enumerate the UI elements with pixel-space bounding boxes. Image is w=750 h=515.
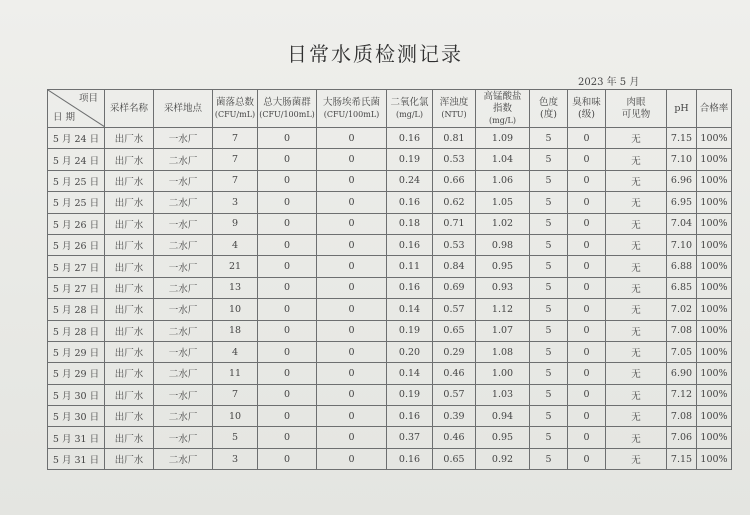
cell-site: 一水厂 <box>154 128 213 149</box>
cell-coliform: 0 <box>258 256 317 277</box>
cell-turbidity: 0.81 <box>433 128 476 149</box>
header-row <box>48 90 732 128</box>
cell-coliform: 0 <box>258 363 317 384</box>
table-row <box>48 448 732 469</box>
cell-site: 二水厂 <box>154 320 213 341</box>
header-ph: pH <box>667 90 697 128</box>
header-chlorine-dioxide: 二氧化氯 (mg/L) <box>387 90 433 128</box>
cell-turbidity: 0.84 <box>433 256 476 277</box>
cell-odor: 0 <box>568 320 606 341</box>
cell-clo2: 0.19 <box>387 320 433 341</box>
cell-ecoli: 0 <box>317 406 387 427</box>
cell-ecoli: 0 <box>317 341 387 362</box>
cell-date: 5 月 25 日 <box>48 170 105 191</box>
cell-color: 5 <box>530 277 568 298</box>
cell-colonies: 18 <box>213 320 258 341</box>
cell-ph: 6.88 <box>667 256 697 277</box>
cell-ph: 7.08 <box>667 406 697 427</box>
cell-site: 一水厂 <box>154 384 213 405</box>
cell-date: 5 月 30 日 <box>48 406 105 427</box>
cell-ph: 6.85 <box>667 277 697 298</box>
cell-kmno4: 0.98 <box>476 234 530 255</box>
cell-turbidity: 0.53 <box>433 149 476 170</box>
header-visible-matter: 肉眼 可见物 <box>606 90 667 128</box>
cell-turbidity: 0.39 <box>433 406 476 427</box>
cell-color: 5 <box>530 192 568 213</box>
cell-visible: 无 <box>606 234 667 255</box>
cell-turbidity: 0.69 <box>433 277 476 298</box>
cell-color: 5 <box>530 341 568 362</box>
cell-clo2: 0.11 <box>387 256 433 277</box>
cell-ecoli: 0 <box>317 277 387 298</box>
cell-pass: 100% <box>697 363 732 384</box>
cell-date: 5 月 27 日 <box>48 256 105 277</box>
cell-kmno4: 1.07 <box>476 320 530 341</box>
cell-pass: 100% <box>697 406 732 427</box>
cell-ecoli: 0 <box>317 320 387 341</box>
cell-coliform: 0 <box>258 192 317 213</box>
cell-kmno4: 1.02 <box>476 213 530 234</box>
cell-kmno4: 0.92 <box>476 448 530 469</box>
cell-site: 二水厂 <box>154 363 213 384</box>
cell-name: 出厂水 <box>105 320 154 341</box>
cell-ph: 7.15 <box>667 128 697 149</box>
cell-pass: 100% <box>697 213 732 234</box>
cell-pass: 100% <box>697 299 732 320</box>
cell-ph: 6.96 <box>667 170 697 191</box>
cell-clo2: 0.20 <box>387 341 433 362</box>
header-item-label: 项目 <box>78 93 98 104</box>
cell-date: 5 月 28 日 <box>48 320 105 341</box>
cell-turbidity: 0.46 <box>433 427 476 448</box>
cell-visible: 无 <box>606 406 667 427</box>
cell-color: 5 <box>530 320 568 341</box>
cell-kmno4: 1.00 <box>476 363 530 384</box>
table-row <box>48 192 732 213</box>
cell-coliform: 0 <box>258 149 317 170</box>
cell-pass: 100% <box>697 170 732 191</box>
cell-date: 5 月 29 日 <box>48 341 105 362</box>
cell-site: 一水厂 <box>154 427 213 448</box>
header-sample-name: 采样名称 <box>105 90 154 128</box>
cell-clo2: 0.16 <box>387 277 433 298</box>
cell-name: 出厂水 <box>105 299 154 320</box>
cell-ph: 7.12 <box>667 384 697 405</box>
cell-visible: 无 <box>606 213 667 234</box>
cell-odor: 0 <box>568 149 606 170</box>
cell-odor: 0 <box>568 234 606 255</box>
cell-color: 5 <box>530 213 568 234</box>
cell-visible: 无 <box>606 128 667 149</box>
cell-visible: 无 <box>606 299 667 320</box>
cell-color: 5 <box>530 427 568 448</box>
cell-site: 二水厂 <box>154 406 213 427</box>
cell-odor: 0 <box>568 277 606 298</box>
cell-site: 一水厂 <box>154 213 213 234</box>
cell-coliform: 0 <box>258 320 317 341</box>
cell-clo2: 0.16 <box>387 128 433 149</box>
cell-name: 出厂水 <box>105 128 154 149</box>
header-pass-rate: 合格率 <box>697 90 732 128</box>
cell-visible: 无 <box>606 149 667 170</box>
cell-turbidity: 0.53 <box>433 234 476 255</box>
cell-ecoli: 0 <box>317 448 387 469</box>
cell-date: 5 月 30 日 <box>48 384 105 405</box>
table-row <box>48 277 732 298</box>
cell-site: 二水厂 <box>154 277 213 298</box>
cell-color: 5 <box>530 363 568 384</box>
cell-ecoli: 0 <box>317 149 387 170</box>
cell-kmno4: 0.93 <box>476 277 530 298</box>
cell-colonies: 21 <box>213 256 258 277</box>
cell-pass: 100% <box>697 128 732 149</box>
table-row <box>48 149 732 170</box>
cell-date: 5 月 28 日 <box>48 299 105 320</box>
cell-name: 出厂水 <box>105 427 154 448</box>
table-row <box>48 299 732 320</box>
table-row <box>48 170 732 191</box>
cell-turbidity: 0.65 <box>433 448 476 469</box>
cell-kmno4: 0.95 <box>476 256 530 277</box>
cell-name: 出厂水 <box>105 384 154 405</box>
cell-clo2: 0.16 <box>387 406 433 427</box>
header-ecoli: 大肠埃希氏菌 (CFU/100mL) <box>317 90 387 128</box>
cell-visible: 无 <box>606 363 667 384</box>
cell-color: 5 <box>530 406 568 427</box>
cell-ph: 7.02 <box>667 299 697 320</box>
cell-colonies: 11 <box>213 363 258 384</box>
cell-kmno4: 1.06 <box>476 170 530 191</box>
cell-site: 一水厂 <box>154 299 213 320</box>
cell-name: 出厂水 <box>105 213 154 234</box>
cell-colonies: 7 <box>213 384 258 405</box>
cell-coliform: 0 <box>258 341 317 362</box>
cell-visible: 无 <box>606 427 667 448</box>
cell-coliform: 0 <box>258 406 317 427</box>
cell-ecoli: 0 <box>317 363 387 384</box>
cell-ecoli: 0 <box>317 213 387 234</box>
cell-pass: 100% <box>697 341 732 362</box>
cell-odor: 0 <box>568 213 606 234</box>
cell-name: 出厂水 <box>105 149 154 170</box>
cell-kmno4: 1.09 <box>476 128 530 149</box>
cell-odor: 0 <box>568 299 606 320</box>
header-odor: 臭和味 (级) <box>568 90 606 128</box>
cell-odor: 0 <box>568 341 606 362</box>
cell-turbidity: 0.57 <box>433 384 476 405</box>
cell-clo2: 0.18 <box>387 213 433 234</box>
cell-visible: 无 <box>606 341 667 362</box>
cell-color: 5 <box>530 384 568 405</box>
cell-visible: 无 <box>606 448 667 469</box>
header-color: 色度 (度) <box>530 90 568 128</box>
cell-date: 5 月 27 日 <box>48 277 105 298</box>
cell-name: 出厂水 <box>105 363 154 384</box>
cell-pass: 100% <box>697 384 732 405</box>
cell-date: 5 月 26 日 <box>48 234 105 255</box>
cell-odor: 0 <box>568 406 606 427</box>
cell-ecoli: 0 <box>317 128 387 149</box>
cell-clo2: 0.19 <box>387 384 433 405</box>
cell-date: 5 月 29 日 <box>48 363 105 384</box>
table-row <box>48 427 732 448</box>
cell-ph: 7.15 <box>667 448 697 469</box>
cell-color: 5 <box>530 149 568 170</box>
page-title: 日常水质检测记录 <box>287 42 463 66</box>
table-row <box>48 256 732 277</box>
header-turbidity: 浑浊度 (NTU) <box>433 90 476 128</box>
cell-color: 5 <box>530 448 568 469</box>
water-quality-table <box>47 89 732 470</box>
cell-colonies: 3 <box>213 448 258 469</box>
cell-colonies: 3 <box>213 192 258 213</box>
cell-visible: 无 <box>606 320 667 341</box>
cell-ecoli: 0 <box>317 234 387 255</box>
cell-odor: 0 <box>568 427 606 448</box>
cell-site: 二水厂 <box>154 192 213 213</box>
cell-site: 二水厂 <box>154 149 213 170</box>
cell-clo2: 0.16 <box>387 192 433 213</box>
table-row <box>48 128 732 149</box>
cell-kmno4: 1.05 <box>476 192 530 213</box>
table-row <box>48 406 732 427</box>
cell-pass: 100% <box>697 277 732 298</box>
cell-coliform: 0 <box>258 384 317 405</box>
cell-ph: 7.05 <box>667 341 697 362</box>
cell-color: 5 <box>530 234 568 255</box>
cell-ecoli: 0 <box>317 170 387 191</box>
cell-coliform: 0 <box>258 448 317 469</box>
header-date-label: 日 期 <box>53 112 76 123</box>
header-permanganate-index: 高锰酸盐 指数 (mg/L) <box>476 90 530 128</box>
cell-name: 出厂水 <box>105 277 154 298</box>
cell-turbidity: 0.66 <box>433 170 476 191</box>
cell-visible: 无 <box>606 192 667 213</box>
cell-name: 出厂水 <box>105 341 154 362</box>
cell-name: 出厂水 <box>105 192 154 213</box>
cell-coliform: 0 <box>258 170 317 191</box>
cell-name: 出厂水 <box>105 170 154 191</box>
cell-ph: 6.95 <box>667 192 697 213</box>
cell-visible: 无 <box>606 277 667 298</box>
cell-pass: 100% <box>697 427 732 448</box>
cell-ecoli: 0 <box>317 192 387 213</box>
cell-date: 5 月 25 日 <box>48 192 105 213</box>
cell-ph: 7.06 <box>667 427 697 448</box>
cell-colonies: 4 <box>213 341 258 362</box>
table-row <box>48 363 732 384</box>
cell-ph: 7.10 <box>667 149 697 170</box>
cell-colonies: 4 <box>213 234 258 255</box>
cell-site: 一水厂 <box>154 341 213 362</box>
cell-visible: 无 <box>606 170 667 191</box>
cell-site: 一水厂 <box>154 256 213 277</box>
cell-odor: 0 <box>568 170 606 191</box>
cell-color: 5 <box>530 128 568 149</box>
cell-kmno4: 1.12 <box>476 299 530 320</box>
header-colony-count: 菌落总数 (CFU/mL) <box>213 90 258 128</box>
cell-turbidity: 0.65 <box>433 320 476 341</box>
cell-coliform: 0 <box>258 128 317 149</box>
cell-kmno4: 0.94 <box>476 406 530 427</box>
cell-pass: 100% <box>697 320 732 341</box>
table-row <box>48 213 732 234</box>
cell-visible: 无 <box>606 384 667 405</box>
cell-ph: 7.10 <box>667 234 697 255</box>
cell-clo2: 0.14 <box>387 299 433 320</box>
cell-site: 二水厂 <box>154 448 213 469</box>
cell-clo2: 0.16 <box>387 234 433 255</box>
cell-name: 出厂水 <box>105 406 154 427</box>
cell-kmno4: 0.95 <box>476 427 530 448</box>
cell-turbidity: 0.29 <box>433 341 476 362</box>
cell-odor: 0 <box>568 256 606 277</box>
cell-odor: 0 <box>568 192 606 213</box>
diagonal-header-cell <box>48 90 105 128</box>
cell-colonies: 7 <box>213 128 258 149</box>
cell-odor: 0 <box>568 384 606 405</box>
cell-ecoli: 0 <box>317 427 387 448</box>
cell-colonies: 9 <box>213 213 258 234</box>
cell-date: 5 月 26 日 <box>48 213 105 234</box>
cell-date: 5 月 24 日 <box>48 149 105 170</box>
cell-color: 5 <box>530 170 568 191</box>
cell-pass: 100% <box>697 149 732 170</box>
cell-colonies: 5 <box>213 427 258 448</box>
cell-date: 5 月 31 日 <box>48 427 105 448</box>
cell-kmno4: 1.08 <box>476 341 530 362</box>
cell-coliform: 0 <box>258 277 317 298</box>
cell-name: 出厂水 <box>105 448 154 469</box>
cell-colonies: 7 <box>213 170 258 191</box>
cell-odor: 0 <box>568 363 606 384</box>
cell-site: 二水厂 <box>154 234 213 255</box>
cell-date: 5 月 24 日 <box>48 128 105 149</box>
cell-coliform: 0 <box>258 427 317 448</box>
cell-clo2: 0.14 <box>387 363 433 384</box>
cell-ph: 7.04 <box>667 213 697 234</box>
cell-pass: 100% <box>697 234 732 255</box>
cell-name: 出厂水 <box>105 256 154 277</box>
cell-turbidity: 0.57 <box>433 299 476 320</box>
cell-color: 5 <box>530 256 568 277</box>
cell-colonies: 10 <box>213 299 258 320</box>
cell-clo2: 0.24 <box>387 170 433 191</box>
record-date: 2023 年 5 月 <box>578 77 640 88</box>
cell-kmno4: 1.04 <box>476 149 530 170</box>
header-sample-site: 采样地点 <box>154 90 213 128</box>
cell-turbidity: 0.71 <box>433 213 476 234</box>
table-row <box>48 234 732 255</box>
table-row <box>48 341 732 362</box>
cell-colonies: 7 <box>213 149 258 170</box>
cell-color: 5 <box>530 299 568 320</box>
cell-turbidity: 0.46 <box>433 363 476 384</box>
cell-clo2: 0.37 <box>387 427 433 448</box>
cell-ecoli: 0 <box>317 299 387 320</box>
cell-coliform: 0 <box>258 213 317 234</box>
cell-pass: 100% <box>697 448 732 469</box>
cell-coliform: 0 <box>258 299 317 320</box>
cell-pass: 100% <box>697 192 732 213</box>
cell-name: 出厂水 <box>105 234 154 255</box>
cell-clo2: 0.16 <box>387 448 433 469</box>
cell-coliform: 0 <box>258 234 317 255</box>
table-row <box>48 384 732 405</box>
cell-turbidity: 0.62 <box>433 192 476 213</box>
cell-site: 一水厂 <box>154 170 213 191</box>
cell-visible: 无 <box>606 256 667 277</box>
header-total-coliform: 总大肠菌群 (CFU/100mL) <box>258 90 317 128</box>
cell-colonies: 13 <box>213 277 258 298</box>
cell-ecoli: 0 <box>317 384 387 405</box>
cell-odor: 0 <box>568 448 606 469</box>
cell-odor: 0 <box>568 128 606 149</box>
cell-date: 5 月 31 日 <box>48 448 105 469</box>
table-row <box>48 320 732 341</box>
cell-clo2: 0.19 <box>387 149 433 170</box>
cell-ecoli: 0 <box>317 256 387 277</box>
cell-kmno4: 1.03 <box>476 384 530 405</box>
cell-ph: 6.90 <box>667 363 697 384</box>
cell-ph: 7.08 <box>667 320 697 341</box>
cell-pass: 100% <box>697 256 732 277</box>
cell-colonies: 10 <box>213 406 258 427</box>
